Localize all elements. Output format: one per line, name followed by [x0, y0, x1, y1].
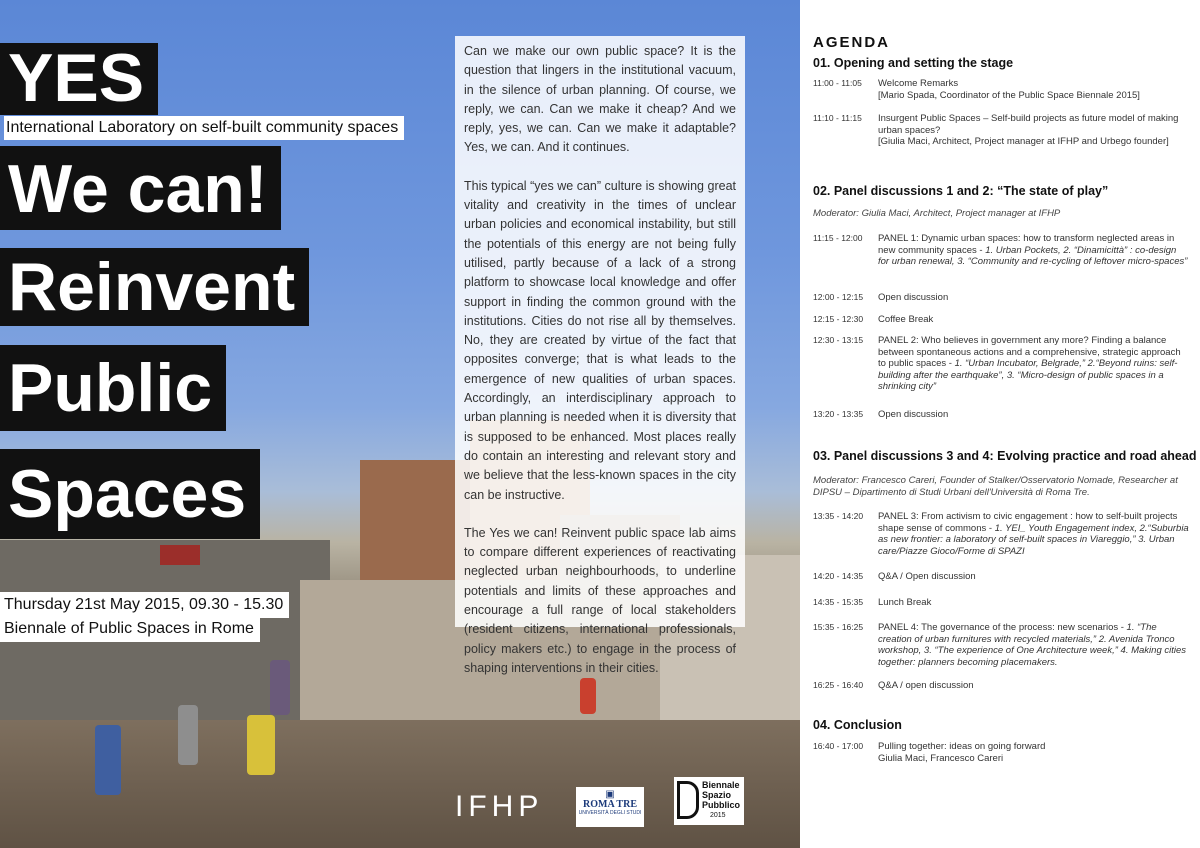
agenda-desc	[878, 113, 1190, 148]
moderator-line: Moderator: Francesco Careri, Founder of Stalker/Osservatorio Nomade, Researcher at DIPSU – Dipartimento di Studi Urbani dell'Università di Roma Tre.	[813, 475, 1178, 498]
biennale-year: 2015	[710, 812, 726, 819]
panel-lead: PANEL 1: Dynamic urban spaces: how to transform neglected areas in new community spaces -	[878, 233, 1175, 256]
biennale-b-icon	[677, 781, 699, 819]
child-figure	[270, 660, 290, 715]
agenda-time: 11:15 - 12:00	[813, 233, 863, 243]
biennale-logo	[674, 777, 744, 825]
panel-topics: 1. “Urban Incubator, Belgrade,” 2.“Beyond ruins: self-building after the earthquake”, 3. “Micro-design of public spaces in a shrinking city”	[878, 358, 1178, 392]
agenda-line: [Giulia Maci, Architect, Project manager at IFHP and Urbego founder]	[878, 136, 1169, 147]
agenda-time: 13:20 - 13:35	[813, 409, 864, 419]
child-figure	[247, 715, 275, 775]
agenda-line: Pulling together: ideas on going forward	[878, 741, 1046, 752]
agenda-desc: Q&A / Open discussion	[878, 571, 976, 582]
title-line-yes: YES	[0, 43, 158, 115]
agenda-desc	[878, 233, 1190, 268]
event-date: Thursday 21st May 2015, 09.30 - 15.30	[0, 592, 289, 618]
child-figure	[580, 678, 596, 714]
agenda-time: 14:35 - 15:35	[813, 597, 864, 607]
title-line-we-can: We can!	[0, 146, 281, 230]
agenda-desc	[878, 622, 1190, 668]
title-line-reinvent: Reinvent	[0, 248, 309, 326]
agenda-time: 14:20 - 14:35	[813, 571, 864, 581]
agenda-line: Insurgent Public Spaces – Self-build projects as future model of making urban spaces?	[878, 113, 1179, 136]
agenda-time: 16:40 - 17:00	[813, 741, 864, 751]
roma-tre-subtitle: UNIVERSITÀ DEGLI STUDI	[578, 810, 642, 816]
agenda-panel	[800, 0, 1200, 848]
agenda-time: 12:00 - 12:15	[813, 292, 864, 302]
intro-text-box	[455, 36, 745, 675]
agenda-desc: Coffee Break	[878, 314, 934, 325]
intro-paragraph: This typical “yes we can” culture is showing great vitality and creativity in the times of unclear urban policies and economical instability, but still the potentials of this energy are not being fully utilised, partly because of a lack of a strong platform to showcase local knowledge and offer support in finding the common ground with the institutions. Cities do not rise all by themselves. No, they are created by virtue of the fact that opposites converge; that is what leads to the emergence of new qualities of urban spaces. Accordingly, an interdisciplinary approach to urban planning is needed when it is diversity that is supposed to be enhanced. Most places really do contain an interesting and relevant story and we believe that the less-known spaces in the city can be instructive.	[464, 178, 736, 502]
biennale-word-3: Pubblico	[702, 800, 740, 810]
roma-tre-emblem-icon: ▣	[605, 789, 615, 800]
agenda-line: Welcome Remarks	[878, 78, 959, 89]
agenda-line: Giulia Maci, Francesco Careri	[878, 752, 1004, 764]
agenda-time: 16:25 - 16:40	[813, 680, 864, 690]
agenda-desc	[878, 78, 1190, 101]
biennale-word-1: Biennale	[702, 780, 740, 790]
agenda-desc	[878, 741, 1190, 764]
agenda-desc: Open discussion	[878, 292, 949, 303]
section-heading: 01. Opening and setting the stage	[813, 56, 1014, 70]
moderator-line: Moderator: Giulia Maci, Architect, Project manager at IFHP	[813, 208, 1061, 219]
roma-tre-logo	[576, 787, 644, 827]
agenda-line: [Mario Spada, Coordinator of the Public Space Biennale 2015]	[878, 89, 1140, 101]
agenda-time: 13:35 - 14:20	[813, 511, 864, 521]
panel-lead: PANEL 4: The governance of the process: new scenarios -	[878, 622, 1127, 633]
agenda-desc: Q&A / open discussion	[878, 680, 974, 691]
child-figure	[178, 705, 198, 765]
agenda-title: AGENDA	[813, 34, 891, 51]
subtitle: International Laboratory on self-built community spaces	[4, 116, 404, 140]
agenda-desc: Lunch Break	[878, 597, 932, 608]
panel-lead: PANEL 3: From activism to civic engagement : how to self-built projects shape sense of commons -	[878, 511, 1178, 534]
section-heading: 02. Panel discussions 1 and 2: “The state of play”	[813, 184, 1109, 198]
section-heading: 04. Conclusion	[813, 718, 902, 732]
agenda-time: 11:10 - 11:15	[813, 113, 862, 123]
agenda-time: 15:35 - 16:25	[813, 622, 864, 632]
title-line-spaces: Spaces	[0, 449, 260, 539]
panel-topics: 1. Urban Pockets, 2. “Dinamicittà” : co-design for urban renewal, 3. “Community and re-cycling of leftover micro-spaces”	[878, 244, 1188, 267]
intro-paragraph: The Yes we can! Reinvent public space lab aims to compare different experiences of reactivating neglected urban neighbourhoods, to underline potentials and limits of these approaches and encourage a full range of local stakeholders (resident citizens, international professionals, policy makers etc.) to engage in the process of shaping interventions in their cities.	[464, 525, 736, 675]
roma-tre-name: ROMA TRE	[583, 799, 637, 810]
agenda-time: 12:30 - 13:15	[813, 335, 864, 345]
child-figure	[95, 725, 121, 795]
panel-lead: PANEL 2: Who believes in government any more? Finding a balance between spontaneous actions and a comprehensive, strategic approach to public spaces -	[878, 335, 1181, 369]
ifhp-logo: IFHP	[455, 790, 544, 823]
agenda-time: 12:15 - 12:30	[813, 314, 864, 324]
event-venue: Biennale of Public Spaces in Rome	[0, 616, 260, 642]
agenda-time: 11:00 - 11:05	[813, 78, 862, 88]
building-brick	[360, 460, 470, 600]
intro-paragraph: Can we make our own public space? It is the question that lingers in the institutional vacuum, in the silence of urban planning. Of course, we reply, we can. Can we make it cheap? And we reply, yes, we can. Can we make it adaptable? Yes, we can. And it continues.	[464, 44, 736, 155]
biennale-word-2: Spazio	[702, 790, 732, 800]
agenda-desc	[878, 511, 1190, 557]
building-left	[0, 540, 330, 750]
panel-topics: 1. YEI_ Youth Engagement index, 2.“Suburbia as new frontier: a laboratory of self-built spaces in Viareggio,” 3. Urban care/Piazze Gioco/Forme di SPAZI	[878, 522, 1189, 557]
agenda-desc: Open discussion	[878, 409, 949, 420]
red-sign	[160, 545, 200, 565]
biennale-name	[702, 780, 740, 810]
panel-topics: 1. “The creation of urban furnitures with recycled materials,” 2. Avenida Tronco workshop, 3. “The experience of One Architecture week,” 4. Making cities together: planners becoming placemakers.	[878, 622, 1187, 668]
title-line-public: Public	[0, 345, 226, 431]
agenda-desc	[878, 335, 1190, 393]
section-heading: 03. Panel discussions 3 and 4: Evolving practice and road ahead	[813, 449, 1197, 463]
